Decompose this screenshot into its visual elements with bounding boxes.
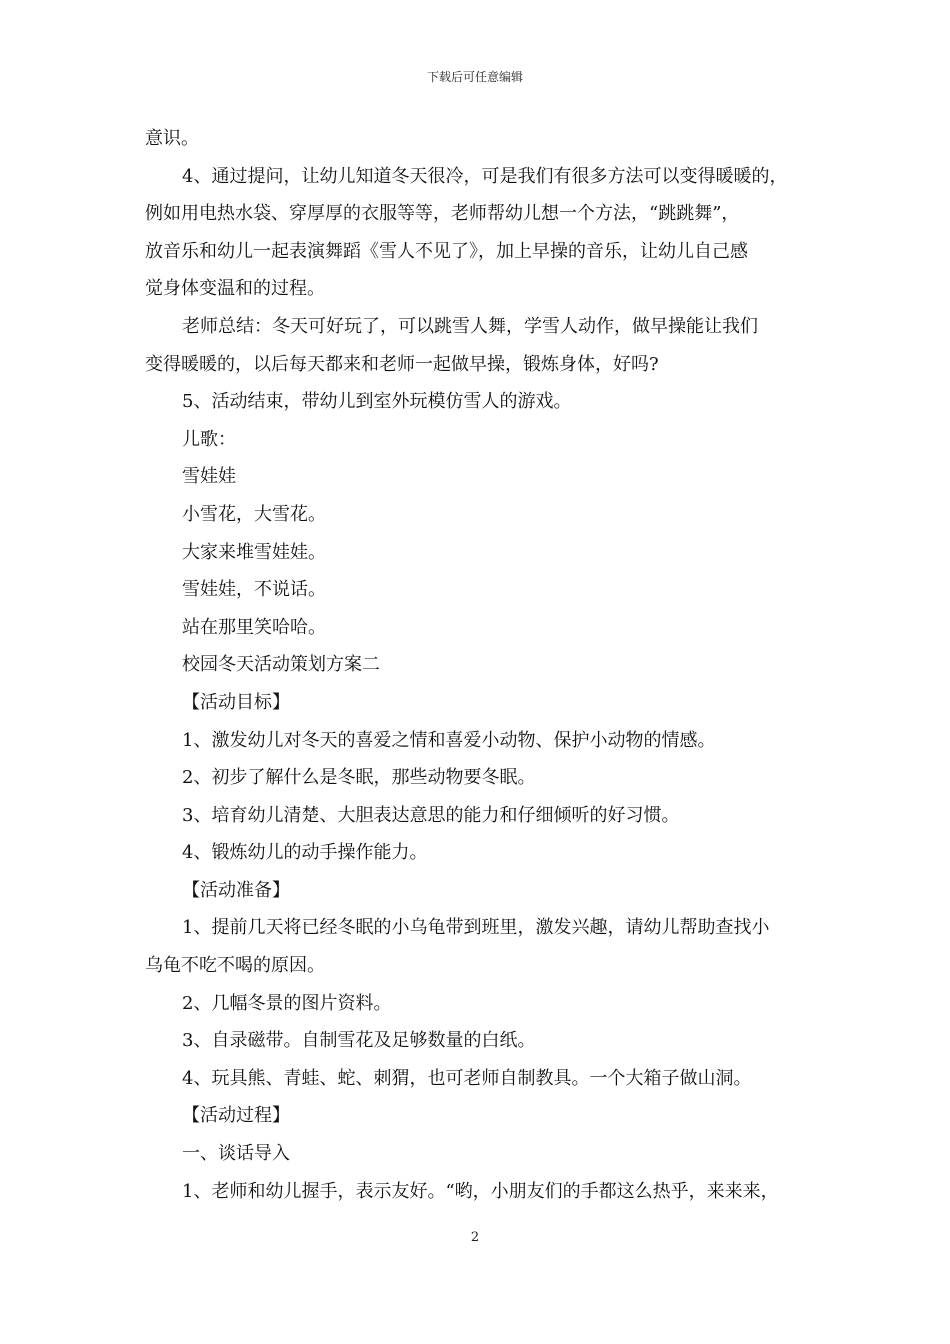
subsection-heading: 一、谈话导入: [182, 1143, 290, 1165]
section-heading: 【活动准备】: [182, 879, 290, 901]
text-line: 4、通过提问，让幼儿知道冬天很冷，可是我们有很多方法可以变得暖暖的，: [182, 165, 788, 187]
document-body: [145, 120, 821, 1210]
page-number: 2: [470, 1230, 480, 1245]
text-line: 觉身体变温和的过程。: [145, 278, 325, 300]
text-line: 放音乐和幼儿一起表演舞蹈《雪人不见了》，加上早操的音乐，让幼儿自己感: [145, 240, 748, 262]
section-heading: 【活动过程】: [182, 1105, 290, 1127]
poem-line: 雪娃娃，不说话。: [182, 579, 326, 601]
text-line: 老师总结：冬天可好玩了，可以跳雪人舞，学雪人动作，做早操能让我们: [182, 315, 758, 337]
text-line: 乌龟不吃不喝的原因。: [145, 955, 325, 977]
poem-title: 雪娃娃: [182, 466, 236, 488]
text-line: 儿歌：: [182, 428, 236, 450]
section-title: 校园冬天活动策划方案二: [182, 654, 380, 676]
poem-line: 小雪花，大雪花。: [182, 503, 326, 525]
text-line: 3、培育幼儿清楚、大胆表达意思的能力和仔细倾听的好习惯。: [182, 804, 680, 826]
poem-line: 站在那里笑哈哈。: [182, 616, 326, 638]
poem-line: 大家来堆雪娃娃。: [182, 541, 326, 563]
text-line: 1、提前几天将已经冬眠的小乌龟带到班里，激发兴趣，请幼儿帮助查找小: [182, 917, 770, 939]
text-line: 4、玩具熊、青蛙、蛇、刺猬，也可老师自制教具。一个大箱子做山洞。: [182, 1067, 752, 1089]
text-line: 4、锻炼幼儿的动手操作能力。: [182, 842, 428, 864]
text-line: 意识。: [145, 128, 199, 149]
text-line: 1、激发幼儿对冬天的喜爱之情和喜爱小动物、保护小动物的情感。: [182, 729, 716, 751]
section-heading: 【活动目标】: [182, 691, 290, 713]
text-line: 2、初步了解什么是冬眠，那些动物要冬眠。: [182, 767, 536, 789]
text-line: 3、自录磁带。自制雪花及足够数量的白纸。: [182, 1030, 536, 1052]
text-line: 1、老师和幼儿握手，表示友好。“哟，小朋友们的手都这么热乎，来来来，: [182, 1180, 779, 1202]
text-line: 变得暖暖的，以后每天都来和老师一起做早操，锻炼身体，好吗?: [145, 353, 659, 375]
text-line: 例如用电热水袋、穿厚厚的衣服等等，老师帮幼儿想一个方法，“跳跳舞”，: [145, 203, 740, 225]
page-header: 下载后可任意编辑: [426, 70, 523, 84]
text-line: 5、活动结束，带幼儿到室外玩模仿雪人的游戏。: [182, 391, 572, 413]
text-line: 2、几幅冬景的图片资料。: [182, 992, 392, 1014]
